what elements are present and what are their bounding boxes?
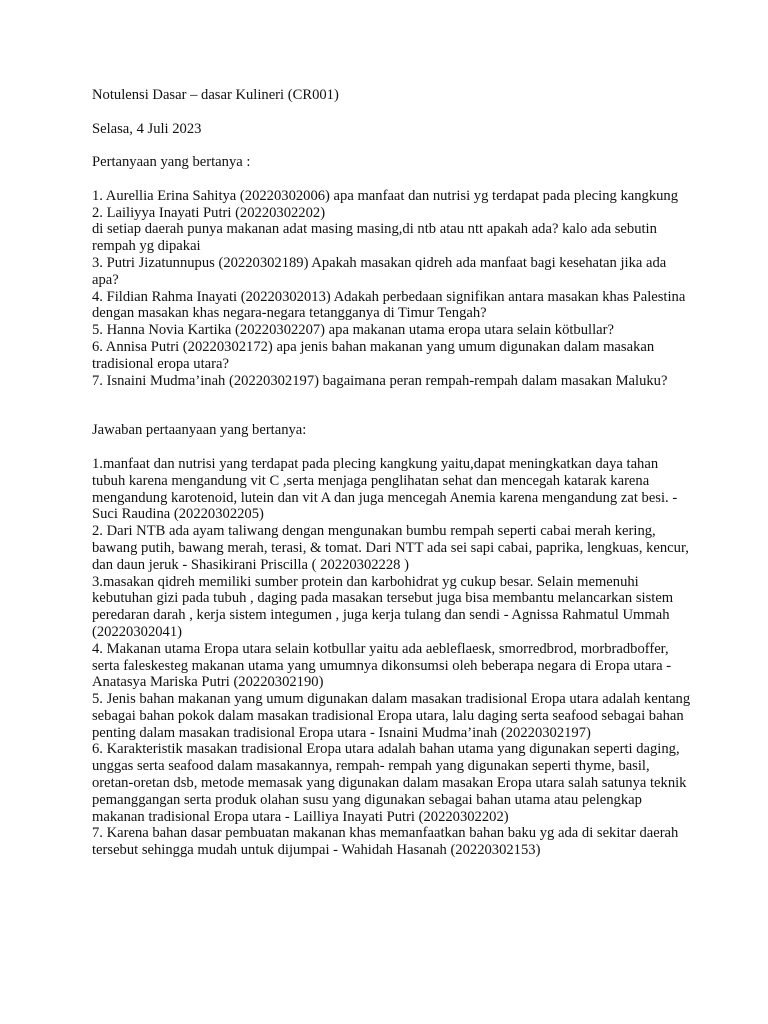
question-item: 1. Aurellia Erina Sahitya (20220302006) apa manfaat dan nutrisi yg terdapat pada plecing kangkung bbox=[92, 187, 679, 204]
answer-item: 5. Jenis bahan makanan yang umum digunakan dalam masakan tradisional Eropa utara adalah kentang sebagai bahan pokok dalam masakan tradisional Eropa utara, lalu daging serta seafood sebagai bahan penting dalam masakan tradisional Eropa utara - Isnaini Mudma’inah (20220302197) bbox=[92, 691, 691, 741]
answer-item: 3.masakan qidreh memiliki sumber protein dan karbohidrat yg cukup besar. Selain memenuhi kebutuhan gizi pada tubuh , daging pada masakan tersebut juga bisa membantu melancarkan sistem peredaran darah , kerja sistem integumen , juga kerja tulang dan sendi - Agnissa Rahmatul Ummah (20220302041) bbox=[92, 573, 674, 640]
answer-item: 4. Makanan utama Eropa utara selain kotbullar yaitu ada aebleflaesk, smorredbrod, morbradboffer, serta faleskesteg makanan utama yang umumnya dikonsumsi oleh beberapa negara di Eropa utara - Anatasya Mariska Putri (20220302190) bbox=[92, 640, 672, 691]
answer-item: 1.manfaat dan nutrisi yang terdapat pada plecing kangkung yaitu,dapat meningkatkan daya tahan tubuh karena mengandung vit C ,serta menjaga penglihatan sehat dan mencegah katarak karena mengandung karotenoid, lutein dan vit A dan juga mencegah Anemia karena mengandung zat besi. - Suci Raudina (20220302205) bbox=[92, 455, 678, 523]
question-item: di setiap daerah punya makanan adat masing masing,di ntb atau ntt apakah ada? kalo ada sebutin rempah yg dipakai bbox=[92, 221, 657, 255]
spacer bbox=[92, 171, 692, 188]
answers-heading: Jawaban pertaanyaan yang bertanya: bbox=[92, 422, 307, 439]
answer-item: 2. Dari NTB ada ayam taliwang dengan mengunakan bumbu rempah seperti cabai merah kering, bawang putih, bawang merah, terasi, & tomat. Dari NTT ada sei sapi cabai, paprika, lengkuas, kencur, dan daun jeruk - Shasikirani Priscilla ( 20220302228 ) bbox=[92, 523, 689, 573]
question-item: 3. Putri Jizatunnupus (20220302189) Apakah masakan qidreh ada manfaat bagi kesehatan jika ada apa? bbox=[92, 254, 667, 288]
document-page bbox=[92, 87, 692, 859]
questions-heading: Pertanyaan yang bertanya : bbox=[92, 154, 251, 171]
spacer bbox=[92, 137, 692, 154]
answers-list bbox=[92, 456, 692, 859]
document-date: Selasa, 4 Juli 2023 bbox=[92, 120, 202, 137]
question-item: 7. Isnaini Mudma’inah (20220302197) bagaimana peran rempah-rempah dalam masakan Maluku? bbox=[92, 372, 668, 389]
questions-list bbox=[92, 188, 692, 390]
spacer bbox=[92, 104, 692, 121]
spacer bbox=[92, 389, 692, 422]
answer-item: 6. Karakteristik masakan tradisional Eropa utara adalah bahan utama yang digunakan seperti daging, unggas serta seafood dalam masakannya, rempah- rempah yang digunakan seperti thyme, basil, oretan-oretan dsb, metode memasak yang digunakan dalam masakan Eropa utara salah satunya teknik pemanggangan serta produk olahan susu yang digunakan sebagai bahan utama atau pelengkap makanan tradisional Eropa utara - Lailliya Inayati Putri (20220302202) bbox=[92, 741, 687, 825]
question-item: 5. Hanna Novia Kartika (20220302207) apa makanan utama eropa utara selain kötbullar? bbox=[92, 322, 614, 339]
document-title: Notulensi Dasar – dasar Kulineri (CR001) bbox=[92, 87, 339, 103]
question-item: 2. Lailiyya Inayati Putri (20220302202) bbox=[92, 204, 326, 221]
answer-item: 7. Karena bahan dasar pembuatan makanan khas memanfaatkan bahan baku yg ada di sekitar daerah tersebut sehingga mudah untuk dijumpai - Wahidah Hasanah (20220302153) bbox=[92, 825, 679, 859]
question-item: 4. Fildian Rahma Inayati (20220302013) Adakah perbedaan signifikan antara masakan khas Palestina dengan masakan khas negara-negara tetangganya di Timur Tengah? bbox=[92, 288, 686, 322]
spacer bbox=[92, 439, 692, 456]
question-item: 6. Annisa Putri (20220302172) apa jenis bahan makanan yang umum digunakan dalam masakan tradisional eropa utara? bbox=[92, 338, 655, 372]
